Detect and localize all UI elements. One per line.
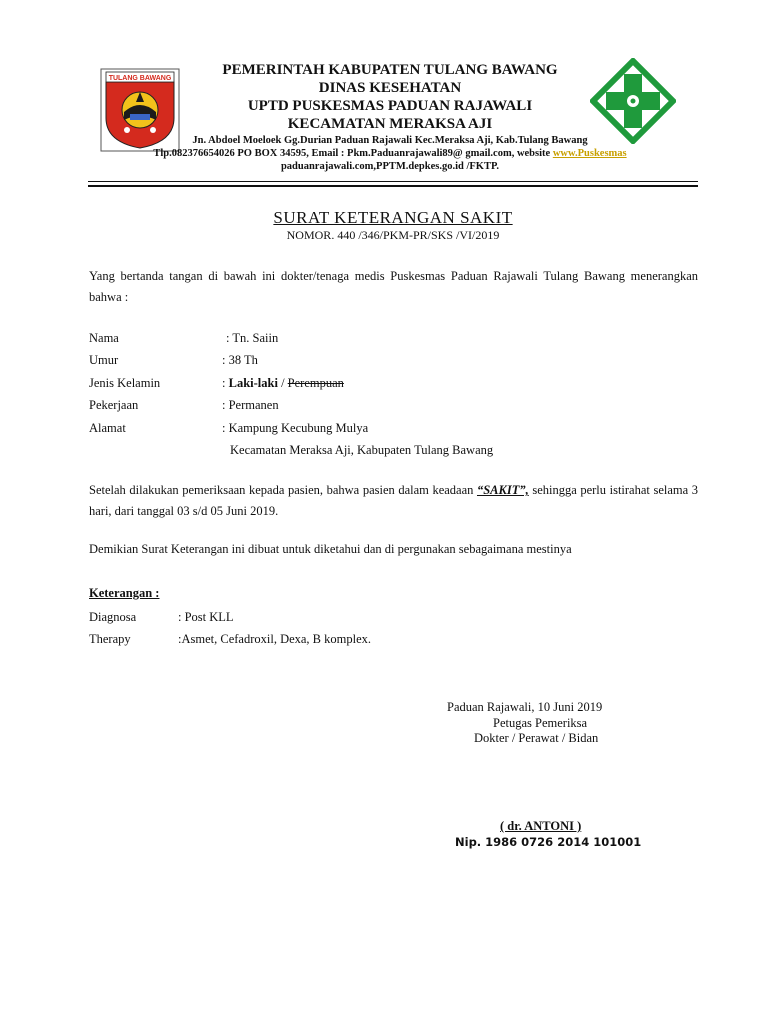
pekerjaan-label: Pekerjaan	[89, 398, 139, 412]
jk-male: Laki-laki	[228, 376, 278, 390]
result-pre: Setelah dilakukan pemeriksaan kepada pasien, bahwa pasien dalam keadaan	[89, 483, 477, 497]
jk-colon: :	[222, 376, 226, 390]
signer-profession: Dokter / Perawat / Bidan	[474, 731, 599, 745]
alamat-value-line1: : Kampung Kecubung Mulya	[222, 421, 369, 435]
umur-value: : 38 Th	[222, 353, 258, 367]
alamat-label: Alamat	[89, 421, 126, 435]
document-number: NOMOR. 440 /346/PKM-PR/SKS /VI/2019	[286, 228, 500, 242]
result-post: sehingga perlu istirahat selama 3 hari, dari tanggal 03 s/d 05 Juni 2019.	[89, 483, 698, 518]
sick-status: “SAKIT”,	[476, 483, 529, 497]
header-puskesmas: UPTD PUSKESMAS PADUAN RAJAWALI	[247, 98, 533, 114]
jenis-kelamin-label: Jenis Kelamin	[89, 376, 161, 390]
header-address: Jn. Abdoel Moeloek Gg.Durian Paduan Rajawali Kec.Meraksa Aji, Kab.Tulang Bawang	[192, 135, 588, 146]
signer-name: ( dr. ANTONI )	[500, 819, 582, 833]
jk-separator: /	[281, 376, 285, 390]
jk-female-struck: Perempuan	[287, 376, 344, 390]
document-title: SURAT KETERANGAN SAKIT	[273, 208, 513, 227]
therapy-label: Therapy	[89, 632, 131, 646]
svg-text:TULANG BAWANG: TULANG BAWANG	[108, 75, 172, 82]
place-date: Paduan Rajawali, 10 Juni 2019	[447, 700, 603, 714]
signer-nip: Nip. 1986 0726 2014 101001	[455, 835, 642, 849]
header-government: PEMERINTAH KABUPATEN TULANG BAWANG	[222, 62, 558, 78]
website-link[interactable]: www.Puskesmas	[552, 148, 627, 159]
nama-label: Nama	[89, 331, 119, 345]
header-website: paduanrajawali.com,PPTM.depkes.go.id /FKTP.	[280, 161, 500, 172]
therapy-value: :Asmet, Cefadroxil, Dexa, B komplex.	[178, 632, 372, 646]
intro-paragraph: Yang bertanda tangan di bawah ini dokter/tenaga medis Puskesmas Paduan Rajawali Tulang Bawang menerangkan bahwa :	[89, 269, 698, 304]
result-paragraph	[89, 480, 698, 522]
diagnosa-label: Diagnosa	[89, 610, 137, 624]
keterangan-heading: Keterangan :	[89, 586, 160, 600]
signer-role: Petugas Pemeriksa	[493, 716, 588, 730]
header-divider-thin	[88, 181, 698, 182]
umur-label: Umur	[89, 353, 119, 367]
diagnosa-value: : Post KLL	[178, 610, 234, 624]
jenis-kelamin-value	[222, 376, 344, 391]
header-divider-thick	[88, 185, 698, 187]
header-district: KECAMATAN MERAKSA AJI	[287, 116, 493, 132]
alamat-value-line2: Kecamatan Meraksa Aji, Kabupaten Tulang Bawang	[230, 443, 494, 457]
pekerjaan-value: : Permanen	[222, 398, 279, 412]
nama-value: : Tn. Saiin	[226, 331, 279, 345]
header-department: DINAS KESEHATAN	[318, 80, 462, 96]
closing-paragraph: Demikian Surat Keterangan ini dibuat untuk diketahui dan di pergunakan sebagaimana mestinya	[89, 542, 572, 556]
header-contact-text: Tlp.082376654026 PO BOX 34595, Email : Pkm.Paduanrajawali89@ gmail.com, website	[153, 148, 553, 159]
header-contact	[80, 147, 700, 160]
